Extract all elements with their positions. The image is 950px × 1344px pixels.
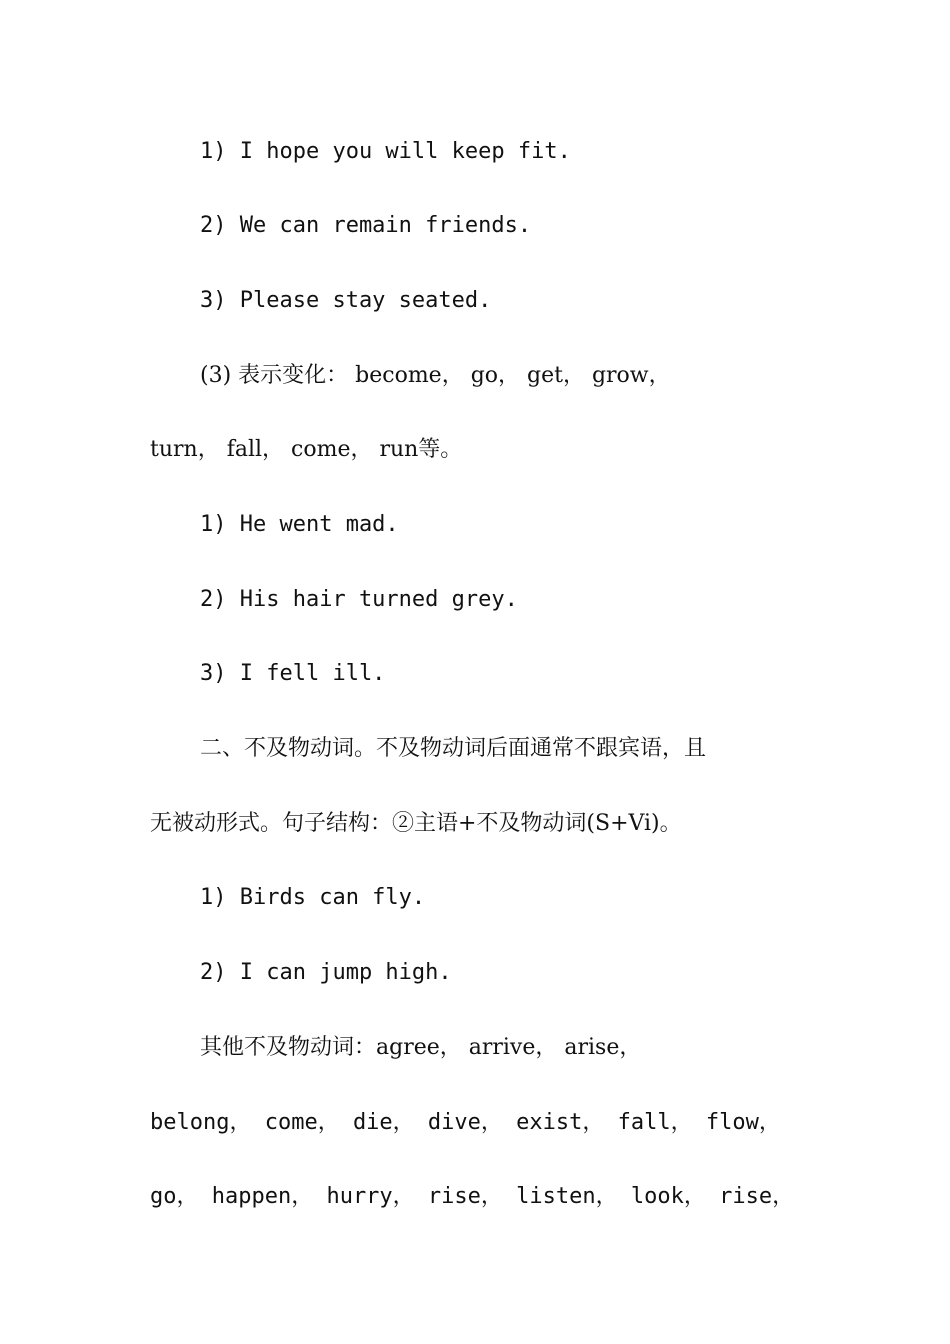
section-heading-change: (3) 表示变化： become， go， get， grow， [200, 363, 671, 388]
example-line: 1) He went mad. [200, 512, 399, 537]
section-text-continued: turn， fall， come， run等。 [150, 437, 463, 462]
example-line: 3) Please stay seated. [200, 288, 492, 313]
example-line: 1) I hope you will keep fit. [200, 139, 571, 164]
verb-list-line: go， happen， hurry， rise， listen， look， rise， [150, 1184, 795, 1209]
section-text-continued: 无被动形式。句子结构：②主语+不及物动词(S+Vi)。 [150, 811, 682, 836]
example-line: 2) We can remain friends. [200, 213, 532, 238]
example-line: 3) I fell ill. [200, 661, 386, 686]
section-heading-intransitive: 二、不及物动词。不及物动词后面通常不跟宾语，且 [200, 736, 707, 761]
example-line: 1) Birds can fly. [200, 885, 426, 910]
verb-list-line: belong， come， die， dive， exist， fall， flow， [150, 1110, 781, 1135]
example-line: 2) His hair turned grey. [200, 587, 518, 612]
example-line: 2) I can jump high. [200, 960, 452, 985]
verb-list-heading: 其他不及物动词：agree， arrive， arise， [200, 1035, 642, 1060]
